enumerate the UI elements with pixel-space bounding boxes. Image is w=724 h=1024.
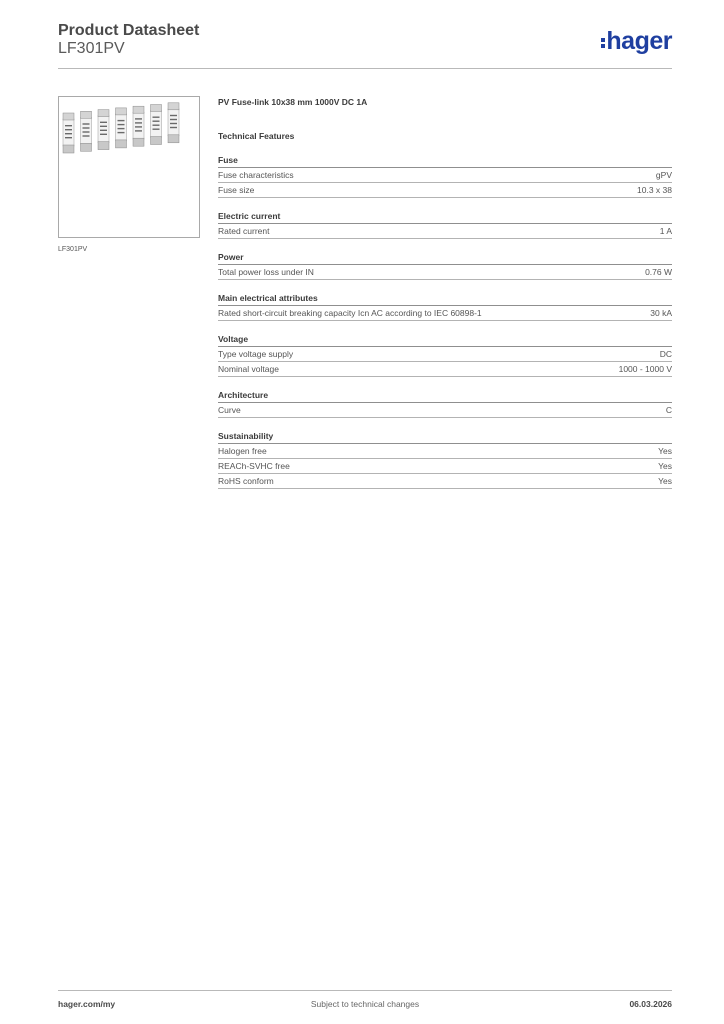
feature-value: 1 A xyxy=(659,226,672,236)
footer-date: 06.03.2026 xyxy=(629,999,672,1009)
feature-label: Fuse size xyxy=(218,185,255,195)
feature-row xyxy=(218,362,672,377)
footer-website: hager.com/my xyxy=(58,999,116,1009)
feature-label: Type voltage supply xyxy=(218,349,294,359)
feature-group xyxy=(218,292,672,321)
section-heading: Technical Features xyxy=(218,131,295,141)
feature-value: Yes xyxy=(658,461,672,471)
group-title: Fuse xyxy=(218,154,672,168)
feature-group xyxy=(218,210,672,239)
product-reference: LF301PV xyxy=(58,40,125,57)
fuse-cartridge xyxy=(81,111,92,151)
feature-label: REACh-SVHC free xyxy=(218,461,290,471)
feature-group xyxy=(218,154,672,198)
hager-logo xyxy=(601,27,672,55)
feature-label: Halogen free xyxy=(218,446,267,456)
footer-disclaimer: Subject to technical changes xyxy=(310,999,420,1009)
feature-group xyxy=(218,430,672,489)
feature-label: Rated current xyxy=(218,226,270,236)
feature-label: Fuse characteristics xyxy=(218,170,294,180)
feature-group xyxy=(218,389,672,418)
feature-value: gPV xyxy=(655,170,672,180)
page-header xyxy=(58,22,672,69)
feature-value: 10.3 x 38 xyxy=(637,185,672,195)
feature-row xyxy=(218,265,672,280)
logo-text: hager xyxy=(606,27,672,55)
group-title: Sustainability xyxy=(218,430,672,444)
feature-value: Yes xyxy=(658,476,672,486)
fuse-links-icon xyxy=(59,97,199,237)
feature-label: Nominal voltage xyxy=(218,364,279,374)
logo-colon-icon xyxy=(601,28,605,54)
technical-content xyxy=(218,96,672,489)
group-title: Architecture xyxy=(218,389,672,403)
fuse-cartridge xyxy=(116,108,127,148)
feature-row xyxy=(218,474,672,489)
feature-group xyxy=(218,251,672,280)
feature-value: Yes xyxy=(658,446,672,456)
feature-row xyxy=(218,168,672,183)
product-image xyxy=(58,96,200,238)
group-title: Voltage xyxy=(218,333,672,347)
feature-value: 1000 - 1000 V xyxy=(618,364,672,374)
feature-value: DC xyxy=(659,349,672,359)
feature-value: C xyxy=(665,405,672,415)
fuse-cartridge xyxy=(98,110,109,150)
feature-row xyxy=(218,403,672,418)
group-title: Power xyxy=(218,251,672,265)
feature-row xyxy=(218,459,672,474)
fuse-cartridge xyxy=(168,103,179,143)
fuse-cartridge xyxy=(133,106,144,146)
group-title: Main electrical attributes xyxy=(218,292,672,306)
fuse-cartridge xyxy=(63,113,74,153)
feature-label: Rated short-circuit breaking capacity Icn AC according to IEC 60898-1 xyxy=(218,308,482,318)
product-name: PV Fuse-link 10x38 mm 1000V DC 1A xyxy=(218,97,368,107)
feature-value: 0.76 W xyxy=(645,267,672,277)
feature-group xyxy=(218,333,672,377)
feature-row xyxy=(218,347,672,362)
feature-row xyxy=(218,444,672,459)
feature-row xyxy=(218,183,672,198)
image-caption: LF301PV xyxy=(58,246,88,253)
group-title: Electric current xyxy=(218,210,672,224)
feature-row xyxy=(218,224,672,239)
feature-value: 30 kA xyxy=(650,308,672,318)
feature-label: RoHS conform xyxy=(218,476,274,486)
document-title: Product Datasheet xyxy=(58,22,200,39)
feature-label: Total power loss under IN xyxy=(218,267,314,277)
feature-row xyxy=(218,306,672,321)
fuse-cartridge xyxy=(151,105,162,145)
feature-label: Curve xyxy=(218,405,241,415)
page-footer xyxy=(58,990,672,1011)
feature-groups xyxy=(218,154,672,489)
